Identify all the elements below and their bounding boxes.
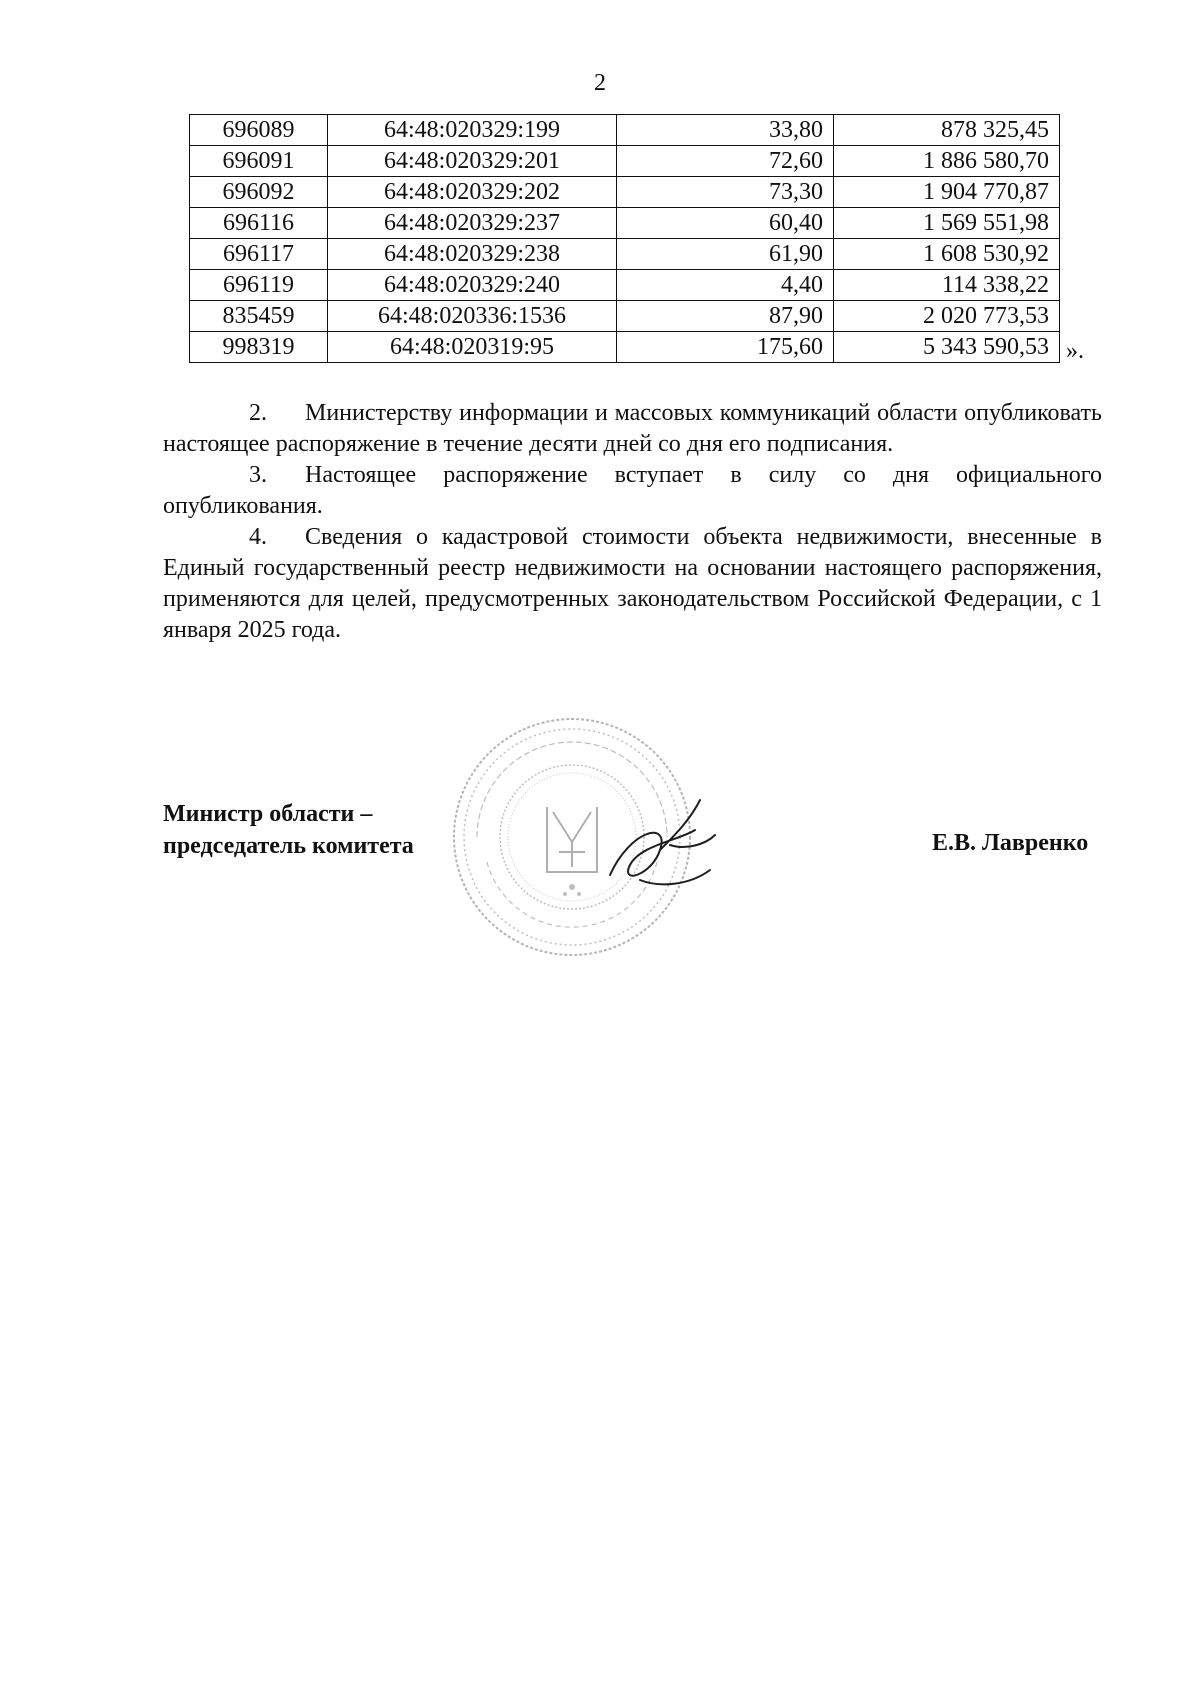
area-cell: 73,30	[617, 177, 834, 208]
registry-number-cell: 696091	[190, 146, 328, 177]
table-row	[190, 270, 1060, 301]
table-row	[190, 115, 1060, 146]
table-row	[190, 177, 1060, 208]
registry-number-cell: 696117	[190, 239, 328, 270]
closing-quote: ».	[1066, 338, 1084, 364]
paragraph-4	[163, 522, 1102, 646]
paragraph-number: 4.	[249, 524, 267, 550]
paragraph-text: Сведения о кадастровой стоимости объекта недвижимости, внесенные в Единый государственный реестр недвижимости на основании настоящего распоряжения, применяются для целей, предусмотренных законодательством Российской Федерации, с 1 января 2025 года.	[163, 524, 1102, 643]
cadastral-number-cell: 64:48:020329:199	[328, 115, 617, 146]
signer-title-line1: Министр области –	[163, 801, 373, 827]
registry-number-cell: 696116	[190, 208, 328, 239]
cadastral-value-cell: 2 020 773,53	[834, 301, 1060, 332]
paragraph-number: 3.	[249, 462, 267, 488]
area-cell: 72,60	[617, 146, 834, 177]
cadastral-value-cell: 1 886 580,70	[834, 146, 1060, 177]
cadastral-value-cell: 5 343 590,53	[834, 332, 1060, 363]
cadastral-number-cell: 64:48:020329:237	[328, 208, 617, 239]
paragraph-text: Настоящее распоряжение вступает в силу со дня официального опубликования.	[163, 462, 1102, 519]
table-row	[190, 208, 1060, 239]
cadastral-number-cell: 64:48:020329:238	[328, 239, 617, 270]
area-cell: 61,90	[617, 239, 834, 270]
cadastral-value-cell: 1 608 530,92	[834, 239, 1060, 270]
area-cell: 60,40	[617, 208, 834, 239]
registry-number-cell: 998319	[190, 332, 328, 363]
table-row	[190, 239, 1060, 270]
cadastral-value-table	[189, 114, 1060, 363]
cadastral-number-cell: 64:48:020329:202	[328, 177, 617, 208]
paragraph-2	[163, 398, 1102, 460]
registry-number-cell: 696089	[190, 115, 328, 146]
cadastral-number-cell: 64:48:020336:1536	[328, 301, 617, 332]
cadastral-value-cell: 114 338,22	[834, 270, 1060, 301]
table-row	[190, 146, 1060, 177]
signer-title	[163, 798, 414, 862]
table-row	[190, 332, 1060, 363]
signer-name: Е.В. Лавренко	[932, 830, 1089, 856]
table-row	[190, 301, 1060, 332]
registry-number-cell: 835459	[190, 301, 328, 332]
cadastral-value-cell: 1 904 770,87	[834, 177, 1060, 208]
paragraph-3	[163, 460, 1102, 522]
area-cell: 87,90	[617, 301, 834, 332]
area-cell: 175,60	[617, 332, 834, 363]
table-body	[190, 115, 1060, 363]
paragraph-number: 2.	[249, 400, 267, 426]
area-cell: 4,40	[617, 270, 834, 301]
page-number: 2	[594, 70, 606, 96]
registry-number-cell: 696092	[190, 177, 328, 208]
cadastral-number-cell: 64:48:020319:95	[328, 332, 617, 363]
handwritten-signature	[600, 790, 720, 900]
cadastral-number-cell: 64:48:020329:201	[328, 146, 617, 177]
paragraph-text: Министерству информации и массовых коммуникаций области опубликовать настоящее распоряжение в течение десяти дней со дня его подписания.	[163, 400, 1102, 457]
cadastral-number-cell: 64:48:020329:240	[328, 270, 617, 301]
registry-number-cell: 696119	[190, 270, 328, 301]
cadastral-value-cell: 1 569 551,98	[834, 208, 1060, 239]
order-paragraphs	[163, 398, 1102, 646]
cadastral-value-cell: 878 325,45	[834, 115, 1060, 146]
signer-title-line2: председатель комитета	[163, 833, 414, 859]
area-cell: 33,80	[617, 115, 834, 146]
